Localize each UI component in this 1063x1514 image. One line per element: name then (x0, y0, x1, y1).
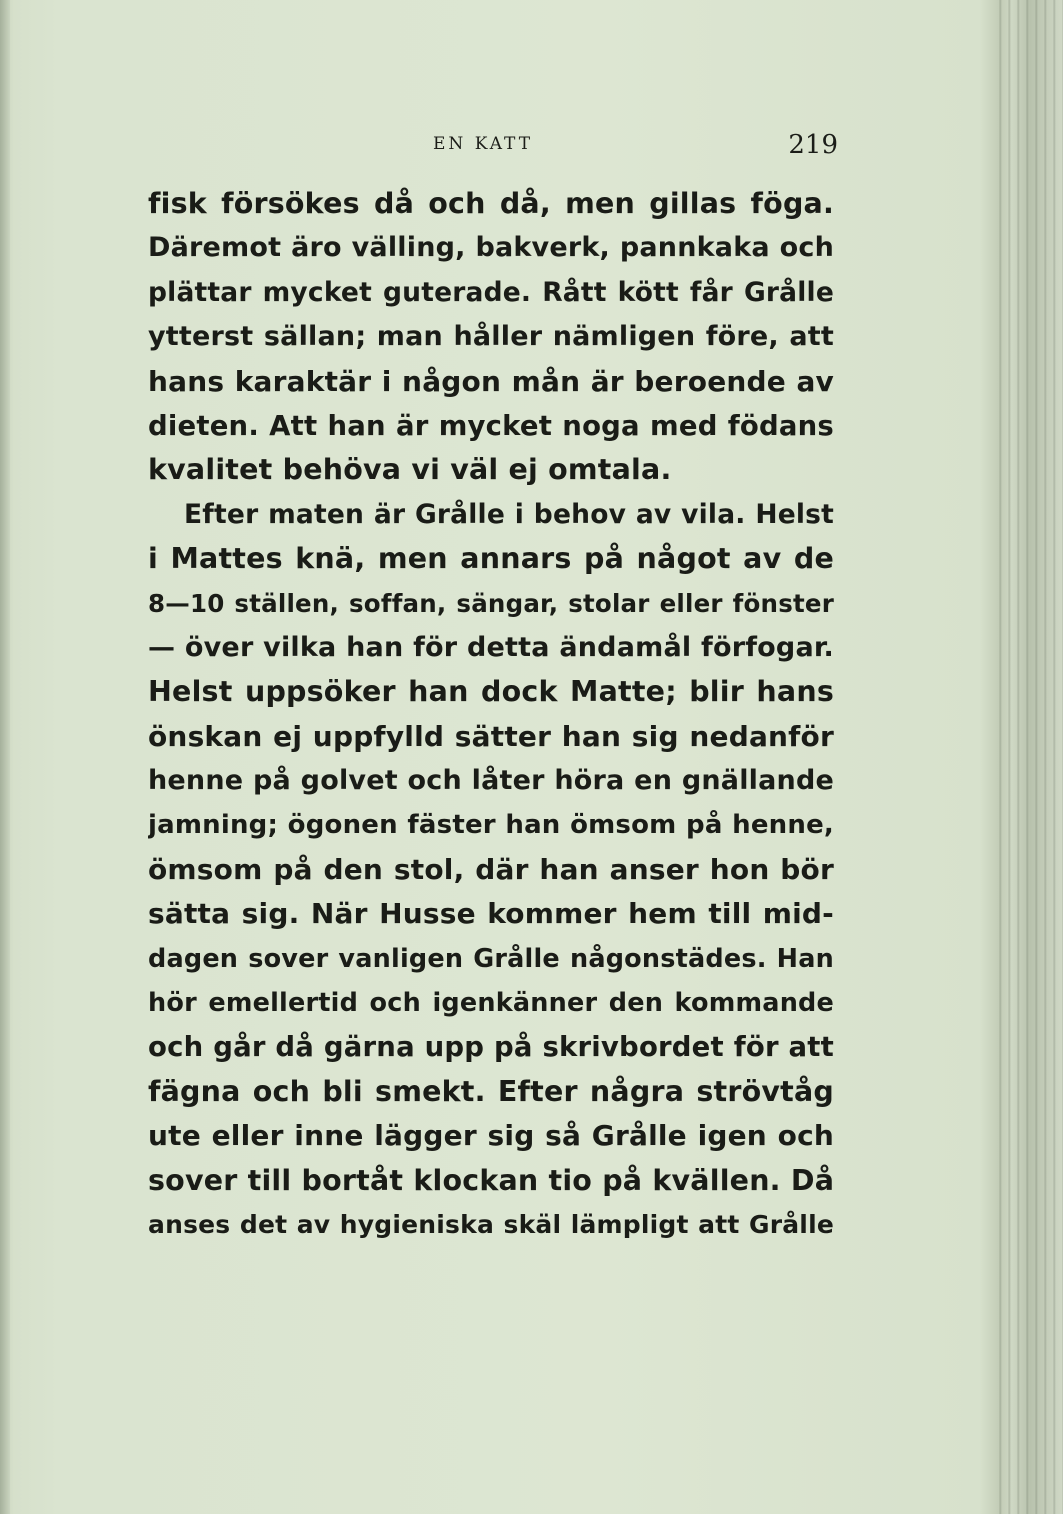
text-line: i Mattes knä, men annars på något av de (148, 542, 834, 576)
text-line: ömsom på den stol, där han anser hon bör (148, 852, 834, 886)
text-line: henne på golvet och låter höra en gnällande (148, 765, 834, 797)
running-title: EN KATT (433, 134, 534, 154)
page-header (148, 130, 838, 160)
page-gutter-shadow (0, 0, 10, 1514)
text-line: önskan ej uppfylld sätter han sig nedanför (148, 719, 834, 753)
text-line: fägna och bli smekt. Efter några strövtåg (148, 1074, 834, 1108)
page-number: 219 (788, 130, 838, 160)
text-line: fisk försökes då och då, men gillas föga. (148, 187, 834, 220)
text-line: hans karaktär i någon mån är beroende av (148, 364, 834, 398)
text-line: sätta sig. När Husse kommer hem till mid- (148, 897, 834, 931)
text-line: och går då gärna upp på skrivbordet för att (148, 1031, 834, 1064)
text-line: kvalitet behöva vi väl ej omtala. (148, 453, 672, 487)
text-line: dagen sover vanligen Grålle någonstädes. Han (148, 943, 834, 974)
text-line: anses det av hygieniska skäl lämpligt att Grålle (148, 1209, 834, 1239)
text-line: Efter maten är Grålle i behov av vila. Helst (184, 498, 834, 530)
text-line: 8—10 ställen, soffan, sängar, stolar eller fönster (148, 588, 834, 618)
body-text (148, 182, 834, 1247)
text-line: plättar mycket guterade. Rått kött får Grålle (148, 276, 834, 308)
text-line: Däremot äro välling, bakverk, pannkaka och (148, 232, 834, 264)
text-line: dieten. Att han är mycket noga med födans (148, 409, 834, 442)
text-line: Helst uppsöker han dock Matte; blir hans (148, 675, 834, 709)
text-line: sover till bortåt klockan tio på kvällen. Då (148, 1163, 834, 1197)
text-line: jamning; ögonen fäster han ömsom på henne, (148, 810, 834, 841)
text-line: ute eller inne lägger sig så Grålle igen och (148, 1119, 834, 1153)
text-line: hör emellertid och igenkänner den kommande (148, 988, 834, 1019)
page-fore-edge (993, 0, 1063, 1514)
text-line: ytterst sällan; man håller nämligen före, att (148, 321, 834, 353)
text-line: — över vilka han för detta ändamål förfogar. (148, 631, 834, 663)
